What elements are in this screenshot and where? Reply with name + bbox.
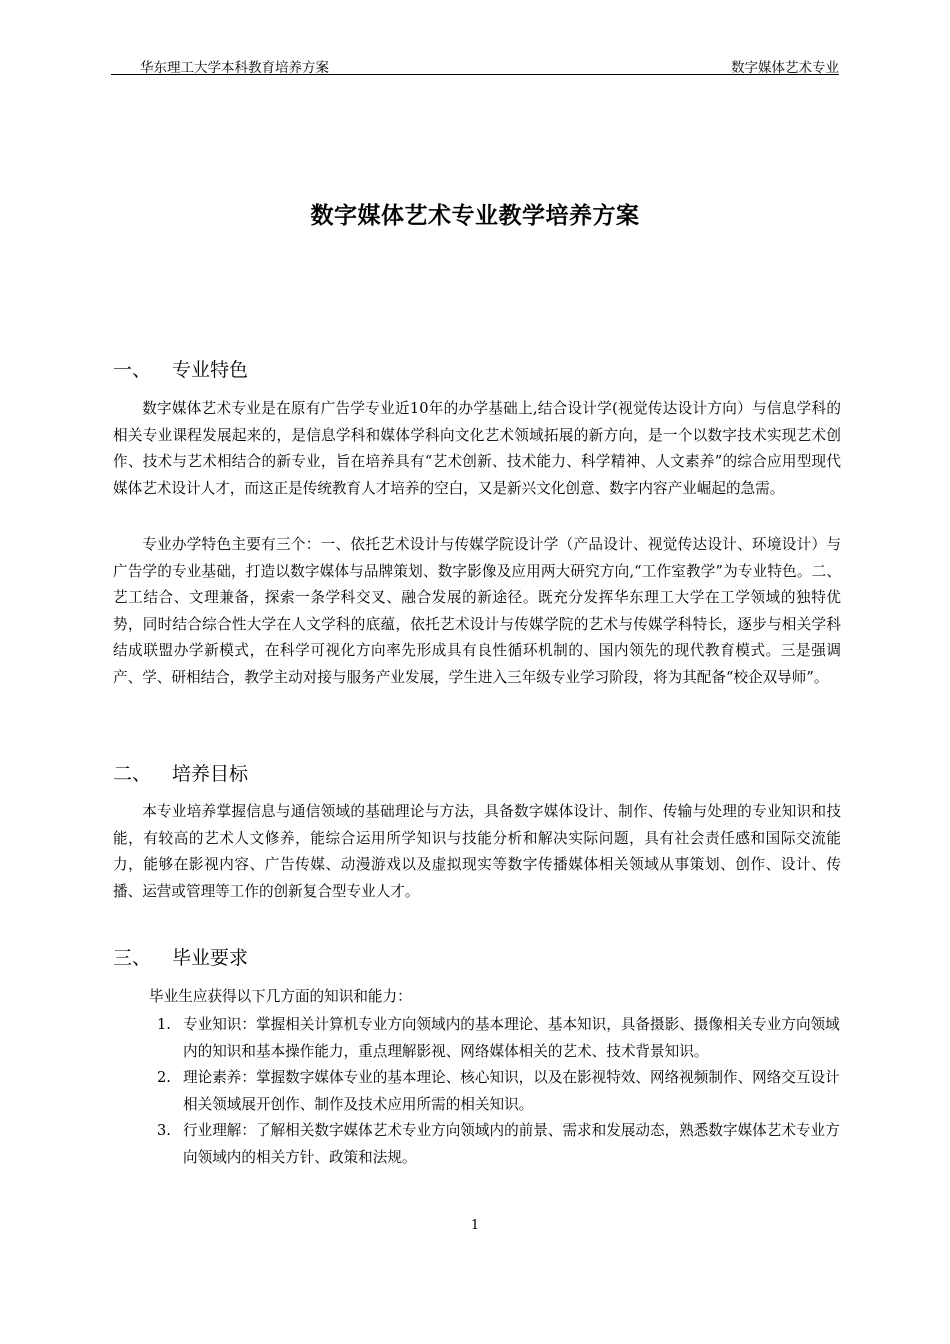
section-2-number: 二、: [113, 763, 152, 785]
section-2-heading: [113, 759, 248, 786]
header-left-text: 华东理工大学本科教育培养方案: [140, 60, 329, 76]
list-item-number: 3.: [157, 1122, 171, 1139]
section-3-number: 三、: [113, 947, 152, 969]
document-title: 数字媒体艺术专业教学培养方案: [310, 203, 640, 229]
list-item: [157, 1012, 841, 1065]
page-number: 1: [470, 1218, 480, 1233]
section-2-paragraph-1: 本专业培养掌握信息与通信领域的基础理论与方法，具备数字媒体设计、制作、传输与处理的专业知识和技能，有较高的艺术人文修养，能综合运用所学知识与技能分析和解决实际问题，具有社会责任感和国际交流能力，能够在影视内容、广告传媒、动漫游戏以及虚拟现实等数字传播媒体相关领域从事策划、创作、设计、传播、运营或管理等工作的创新复合型专业人才。: [113, 803, 841, 900]
section-1-paragraph-1: 数字媒体艺术专业是在原有广告学专业近10年的办学基础上,结合设计学(视觉传达设计方向）与信息学科的相关专业课程发展起来的，是信息学科和媒体学科向文化艺术领域拓展的新方向，是一个以数字技术实现艺术创作、技术与艺术相结合的新专业，旨在培养具有“艺术创新、技术能力、科学精神、人文素养”的综合应用型现代媒体艺术设计人才，而这正是传统教育人才培养的空白，又是新兴文化创意、数字内容产业崛起的急需。: [113, 400, 841, 497]
section-3-heading: [113, 943, 248, 970]
section-3-intro: 毕业生应获得以下几方面的知识和能力：: [149, 988, 412, 1005]
section-1-title: 专业特色: [172, 359, 249, 381]
section-1-paragraph-2: 专业办学特色主要有三个：一、依托艺术设计与传媒学院设计学（产品设计、视觉传达设计、环境设计）与广告学的专业基础，打造以数字媒体与品牌策划、数字影像及应用两大研究方向,“工作室教学”为专业特色。二、艺工结合、文理兼备，探索一条学科交叉、融合发展的新途径。既充分发挥华东理工大学在工学领域的独特优势，同时结合综合性大学在人文学科的底蕴，依托艺术设计与传媒学院的艺术与传媒学科特长，逐步与相关学科结成联盟办学新模式，在科学可视化方向率先形成具有良性循环机制的、国内领先的现代教育模式。三是强调产、学、研相结合，教学主动对接与服务产业发展，学生进入三年级专业学习阶段，将为其配备“校企双导师”。: [113, 536, 841, 686]
header-right-text: 数字媒体艺术专业: [731, 60, 839, 76]
section-3-title: 毕业要求: [172, 947, 249, 969]
requirements-list: [157, 1012, 841, 1171]
page-header: [111, 54, 839, 75]
list-item: [157, 1118, 841, 1171]
list-item-text: 行业理解：了解相关数字媒体艺术专业方向领域内的前景、需求和发展动态，熟悉数字媒体艺术专业方向领域内的相关方针、政策和法规。: [183, 1122, 840, 1166]
list-item-text: 专业知识：掌握相关计算机专业方向领域内的基本理论、基本知识，具备摄影、摄像相关专业方向领域内的知识和基本操作能力，重点理解影视、网络媒体相关的艺术、技术背景知识。: [183, 1016, 840, 1060]
list-item-number: 2.: [157, 1069, 171, 1086]
list-item-number: 1.: [157, 1016, 171, 1033]
list-item: [157, 1065, 841, 1118]
section-1-heading: [113, 355, 248, 382]
list-item-text: 理论素养：掌握数字媒体专业的基本理论、核心知识，以及在影视特效、网络视频制作、网络交互设计相关领域展开创作、制作及技术应用所需的相关知识。: [183, 1069, 840, 1113]
section-2-title: 培养目标: [172, 763, 249, 785]
section-1-number: 一、: [113, 359, 152, 381]
